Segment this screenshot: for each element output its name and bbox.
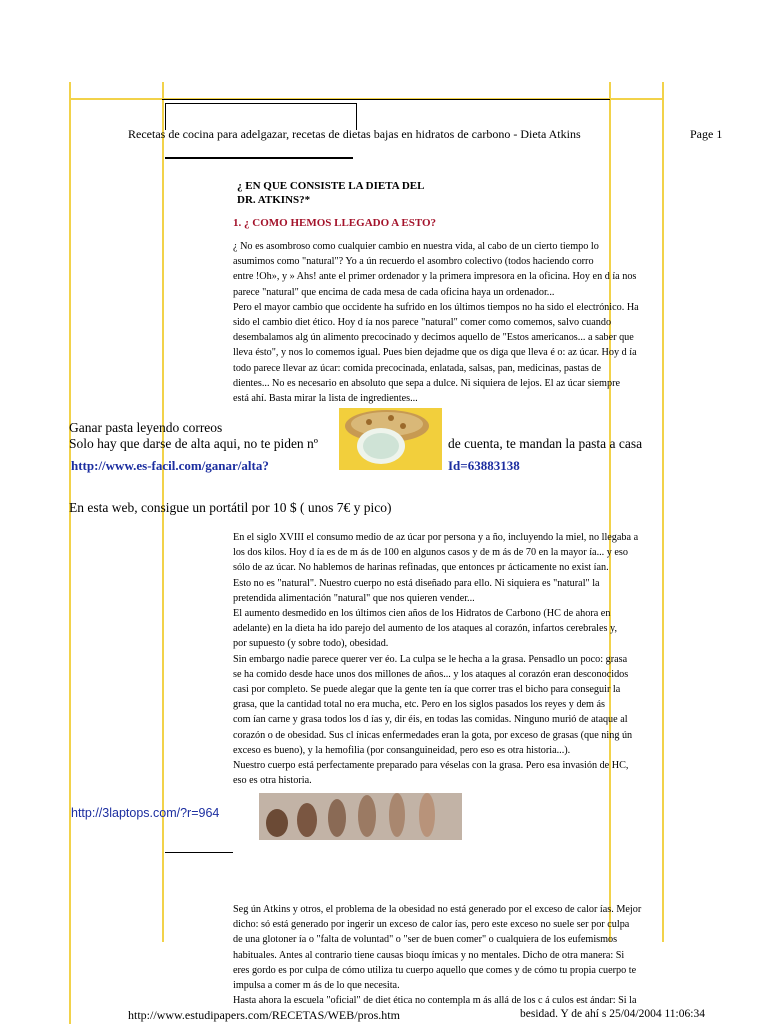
ad-text-part2: de cuenta, te mandan la pasta a casa [448,436,643,451]
ad-image-evolution[interactable] [259,793,462,840]
header-rule-bottom [165,157,353,159]
article-title-line1: ¿ EN QUE CONSISTE LA DIETA DEL [237,180,425,192]
guide-line-right-inner [609,82,611,942]
ad-divider [165,852,233,853]
header-rule-top [162,99,610,100]
guide-line-left [69,82,71,1024]
ad-image-food[interactable] [339,408,442,470]
page-number: Page 1 [690,127,723,141]
section-heading: 1. ¿ COMO HEMOS LLEGADO A ESTO? [233,217,437,229]
article-paragraph-3: Seg ún Atkins y otros, el problema de la obesidad no está generado por el exceso de calor ías. Mejor dicho: só está generado por ingerir un exceso de calor ías, pero este exceso no suele ser por culpa de una glotoner ía o "falta de voluntad" o "ser de buen comer" o cualquiera de los eufemismos habituales. Antes al contrario tiene causas bioqu ímicas y no mentales. Dicho de otra manera: Si eres gordo es por culpa de cómo utiliza tu cuerpo aquello que comes y de cómo tu propia cuerpo te impulsa a comer m ás de lo que necesita. Hasta ahora la escuela "oficial" de diet ética no contempla m ás allá de los c á culos est ándar: Si la [233,904,642,1007]
article-paragraph-1: ¿ No es asombroso como cualquier cambio en nuestra vida, al cabo de un cierto tiempo lo asumimos como "natural"? Yo a ún recuerdo el asombro colectivo (todos haciendo corro entre !Oh», y » Ahs! ante el primer ordenador y la primera impresora en la oficina. Hoy en d ía nos parece "natural" que encima de cada mesa de cada oficina haya un ordenador... Pero el mayor cambio que occidente ha sufrido en los últimos tiempos no ha sido el electrónico. Ha sido el cambio diet ético. Hoy d ía nos parece "natural" comer como comemos, salvo cuando desembalamos alg ún alimento precocinado y decimos aquello de "Estos americanos... a saber que lleva ésto", y nos lo comemos igual. Pues bien dejadme que os diga que lleva é o: az úcar. Hoy d ía todo parece llevar az úcar: comida precocinada, enlatada, salsas, pan, medicinas, pastas de dientes... No es necesario en absoluto que sepa a dulce. Ni siquiera de lejos. El az úcar siempre está ahí. Basta mirar la lista de ingredientes... [233,241,639,405]
page-header-title: Recetas de cocina para adelgazar, recetas de dietas bajas en hidratos de carbono - Dieta Atkins [128,127,581,141]
footer-date: besidad. Y de ahí s 25/04/2004 11:06:34 [520,1008,705,1020]
ad-laptops-link[interactable]: http://3laptops.com/?r=964 [71,806,220,820]
ad-laptop-text: En esta web, consigue un portátil por 10 $ ( unos 7€ y pico) [69,500,392,515]
ad-link-url[interactable]: http://www.es-facil.com/ganar/alta? [71,458,269,473]
ad-heading: Ganar pasta leyendo correos [69,420,223,435]
header-box [165,103,357,130]
footer-url: http://www.estudipapers.com/RECETAS/WEB/pros.htm [128,1008,400,1022]
ad-link-id[interactable]: Id=63883138 [448,458,520,473]
article-title-line2: DR. ATKINS?* [237,194,311,206]
ad-text-part1: Solo hay que darse de alta aqui, no te piden nº [69,436,318,451]
guide-line-right [662,82,664,942]
article-paragraph-2: En el siglo XVIII el consumo medio de az úcar por persona y a ño, incluyendo la miel, no llegaba a los dos kilos. Hoy d ía es de m ás de 100 en algunos casos y de m ás de 70 en la mayor ía... y eso sólo de az úcar. No hablemos de harinas refinadas, que entonces pr ácticamente no exist ían. Esto no es "natural". Nuestro cuerpo no está diseñado para ello. Ni siquiera es "natural" la pretendida alimentación "natural" que nos quieren vender... El aumento desmedido en los últimos cien años de los Hidratos de Carbono (HC de ahora en adelante) en la dieta ha ido parejo del aumento de los ataques al corazón, infartos cerebrales y, por supuesto (y sobre todo), obesidad. Sin embargo nadie parece querer ver éo. La culpa se le hecha a la grasa. Pensadlo un poco: grasa se ha comido desde hace unos dos millones de años... y los ataques al corazón eran desconocidos casi por completo. Se puede alegar que la gente ten ía que correr tras el bicho para conseguir la grasa, que la cantidad total no era mucha, etc. Pero en los siglos pasados los reyes y dem ás com ían carne y grasa todos los d ías y, dir éis, en todas las comidas. Ninguno murió de ataque al corazón o de obesidad. Sus cl ínicas enfermedades eran la gota, por exceso de grasas (que ning ún exceso es bueno), y la hemofilia (por consanguineidad, pero eso es otra historia...). Nuestro cuerpo está perfectamente preparado para véselas con la grasa. Pero esa invasión de HC, eso es otra historia. [233,532,639,787]
